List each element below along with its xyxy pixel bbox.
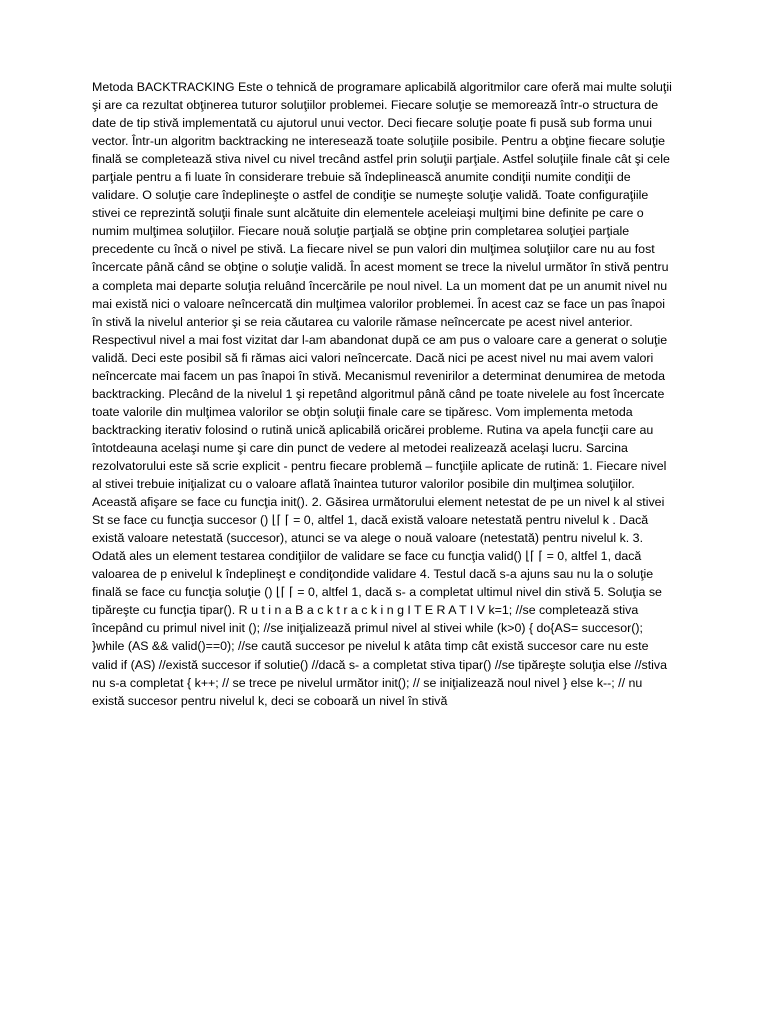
document-body-text: Metoda BACKTRACKING Este o tehnică de programare aplicabilă algoritmilor care oferă mai multe soluţii şi are ca rezultat obţinerea tuturor soluţiilor problemei. Fiecare soluţie se memorează într-o structura de date de tip stivă implementată cu ajutorul unui vector. Deci fiecare soluţie poate fi pusă sub forma unui vector. Într-un algoritm backtracking ne interesează toate soluţiile posibile. Pentru a obţine fiecare soluţie finală se completează stiva nivel cu nivel trecând astfel prin soluţii parţiale. Astfel soluţiile finale cât şi cele parţiale pentru a fi luate în considerare trebuie să îndeplinească anumite condiţii numite condiţii de validare. O soluţie care îndeplineşte o astfel de condiţie se numeşte soluţie validă. Toate configuraţiile stivei ce reprezintă soluţii finale sunt alcătuite din elementele aceleiaşi mulţimi bine definite pe care o numim mulţimea soluţiilor. Fiecare nouă soluţie parţială se obţine prin completarea soluţiei parţiale precedente cu încă o nivel pe stivă. La fiecare nivel se pun valori din mulţimea soluţiilor care nu au fost încercate până când se obţine o soluţie validă. În acest moment se trece la nivelul următor în stivă pentru a completa mai departe soluţia reluând încercările pe noul nivel. La un moment dat pe un anumit nivel nu mai există nici o valoare neîncercată din mulţimea valorilor problemei. În acest caz se face un pas înapoi în stivă la nivelul anterior şi se reia căutarea cu valorile rămase neîncercate pe acest nivel anterior. Respectivul nivel a mai fost vizitat dar l-am abandonat după ce am pus o valoare care a generat o soluţie validă. Deci este posibil să fi rămas aici valori neîncercate. Dacă nici pe acest nivel nu mai avem valori neîncercate mai facem un pas înapoi în stivă. Mecanismul revenirilor a determinat denumirea de metoda backtracking. Plecând de la nivelul 1 şi repetând algoritmul până când pe toate nivelele au fost încercate toate valorile din mulţimea valorilor se obţin soluţii finale care se tipăresc. Vom implementa metoda backtracking iterativ folosind o rutină unică aplicabilă oricărei probleme. Rutina va apela funcţii care au întotdeauna acelaşi nume şi care din punct de vedere al metodei realizează acelaşi lucru. Sarcina rezolvatorului este să scrie explicit - pentru fiecare problemă – funcţiile aplicate de rutină: 1. Fiecare nivel al stivei trebuie iniţializat cu o valoare aflată înaintea tuturor valorilor posibile din mulţimea soluţiilor. Această afişare se face cu funcţia init(). 2. Găsirea următorului element netestat de pe un nivel k al stivei St se face cu funcţia succesor () ⌊⌈ ⌈ = 0, altfel 1, dacă există valoare netestată pentru nivelul k . Dacă există valoare netestată (succesor), atunci se va alege o nouă valoare (netestată) pentru nivelul k. 3. Odată ales un element testarea condiţiilor de validare se face cu funcţia valid() ⌊⌈ ⌈ = 0, altfel 1, dacă valoarea de p enivelul k îndeplineşt e condiţondide validare 4. Testul dacă s-a ajuns sau nu la o soluţie finală se face cu funcţia soluţie () ⌊⌈ ⌈ = 0, altfel 1, dacă s- a completat ultimul nivel din stivă 5. Soluţia se tipăreşte cu funcţia tipar(). R u t i n a B a c k t r a c k i n g I T E R A T I V k=1; //se completează stiva începând cu primul nivel init (); //se iniţializează primul nivel al stivei while (k>0) { do{AS= succesor(); }while (AS && valid()==0); //se caută succesor pe nivelul k atâta timp cât există succesor care nu este valid if (AS) //există succesor if solutie() //dacă s- a completat stiva tipar() //se tipăreşte soluţia else //stiva nu s-a completat { k++; // se trece pe nivelul următor init(); // se iniţializează noul nivel } else k--; // nu există succesor pentru nivelul k, deci se coboară un nivel în stivă xyxy=(92,80,672,708)
